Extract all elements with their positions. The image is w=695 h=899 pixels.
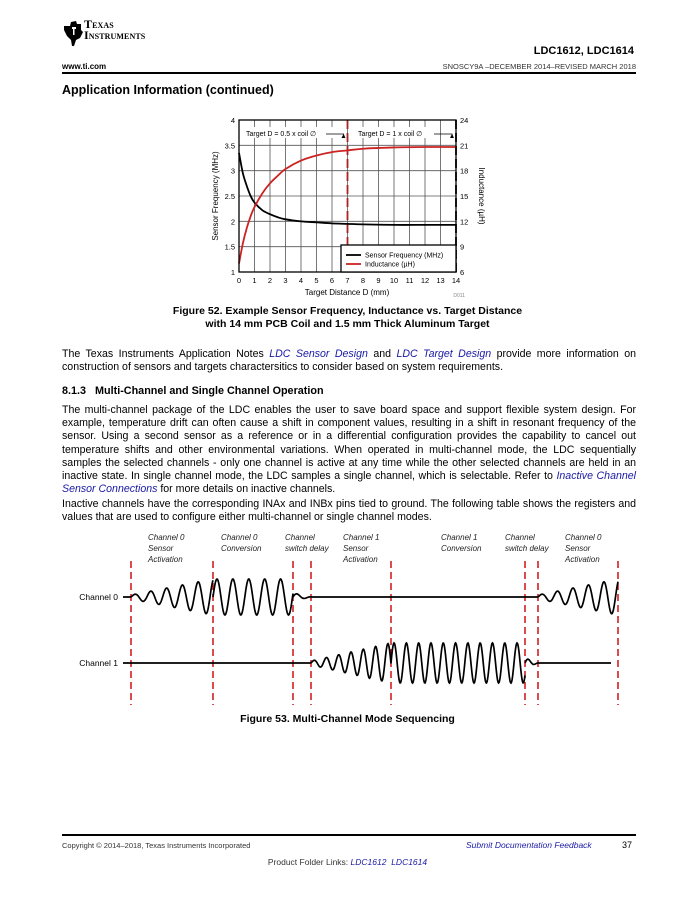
y2-tick-label: 24 bbox=[460, 116, 469, 125]
channel-0-waveform bbox=[123, 579, 618, 615]
figure-52-caption-line2: with 14 mm PCB Coil and 1.5 mm Thick Aluminum Target bbox=[205, 318, 490, 330]
y-tick-label: 4 bbox=[230, 116, 235, 125]
logo-line1: Texas bbox=[84, 17, 114, 31]
x-tick-label: 6 bbox=[329, 276, 335, 285]
y-axis-label: Sensor Frequency (MHz) bbox=[211, 151, 220, 241]
legend-label: Inductance (µH) bbox=[365, 261, 415, 269]
x-tick-label: 2 bbox=[267, 276, 273, 285]
y-tick-label: 1.5 bbox=[224, 242, 235, 252]
phase-label-line: switch delay bbox=[505, 544, 549, 553]
subsection-title: Multi-Channel and Single Channel Operation bbox=[95, 385, 324, 397]
x-tick-label: 11 bbox=[405, 276, 414, 285]
y2-tick-label: 9 bbox=[460, 242, 465, 252]
link-ldc1612[interactable]: LDC1612 bbox=[350, 857, 387, 867]
phase-label-line: Channel 1 bbox=[441, 533, 478, 542]
channel-0-label: Channel 0 bbox=[79, 592, 118, 602]
figure-53-caption: Figure 53. Multi-Channel Mode Sequencing bbox=[240, 713, 455, 725]
x-tick-label: 8 bbox=[360, 276, 366, 285]
y-tick-label: 2 bbox=[230, 217, 235, 227]
subsection-number: 8.1.3 bbox=[62, 385, 87, 397]
copyright: Copyright © 2014–2018, Texas Instruments Incorporated bbox=[62, 841, 251, 850]
y2-axis-label: Inductance (µH) bbox=[477, 167, 486, 225]
y2-tick-label: 12 bbox=[460, 217, 469, 227]
paragraph-app-notes bbox=[62, 348, 636, 374]
channel-1-label: Channel 1 bbox=[79, 658, 118, 668]
phase-label bbox=[221, 533, 262, 553]
phase-label bbox=[441, 533, 482, 553]
x-tick-label: 3 bbox=[283, 276, 288, 285]
phase-label-line: switch delay bbox=[285, 544, 329, 553]
para1-text3: provide more information on construction of sensors and targets charactersitics to consider based on system requirements. bbox=[62, 348, 637, 374]
y-tick-label: 2.5 bbox=[224, 192, 235, 201]
x-tick-label: 10 bbox=[389, 276, 399, 285]
y-tick-label: 1 bbox=[230, 268, 235, 277]
link-ldc-sensor-design[interactable]: LDC Sensor Design bbox=[269, 348, 368, 360]
x-tick-label: 7 bbox=[345, 276, 350, 285]
paragraph-multichannel bbox=[62, 404, 636, 496]
x-tick-label: 4 bbox=[298, 276, 304, 285]
product-folder-links bbox=[0, 857, 695, 867]
site-url[interactable]: www.ti.com bbox=[62, 62, 107, 71]
subsection-heading bbox=[62, 385, 324, 397]
section-title: Application Information (continued) bbox=[62, 83, 274, 97]
submit-feedback-link[interactable]: Submit Documentation Feedback bbox=[466, 840, 592, 850]
phase-label-line: Channel bbox=[285, 533, 315, 542]
y2-tick-label: 18 bbox=[460, 166, 469, 176]
chart-annotations bbox=[244, 127, 454, 138]
phase-label-line: Sensor bbox=[343, 544, 369, 553]
paragraph-inactive-channels: Inactive channels have the corresponding INAx and INBx pins tied to ground. The following table shows the registers and values that are used to configure either multi-channel or single channel modes. bbox=[62, 498, 636, 524]
x-tick-label: 13 bbox=[436, 276, 445, 285]
legend-label: Sensor Frequency (MHz) bbox=[365, 252, 444, 260]
link-ldc1614[interactable]: LDC1614 bbox=[391, 857, 428, 867]
para2-text1: The multi-channel package of the LDC enables the user to save board space and support flexible system design. For example, temperature drift can often cause a shift in component values, resulting in a shift in resonant frequency of the sensor. Using a second sensor as a reference or in a differential configuration provides the capability to cancel out temperature shifts and other environmental variations. When operated in multi-channel mode, the LDC sequentially samples the selected channels - only one channel is active at any time while the other selected channels are held in an inactive state. In single channel mode, the LDC samples a single channel, which is selectable. Refer to bbox=[62, 404, 636, 483]
annotation-arrowhead bbox=[450, 134, 454, 138]
phase-label bbox=[505, 533, 550, 553]
phase-label-line: Activation bbox=[343, 555, 378, 564]
chart-legend bbox=[341, 245, 456, 272]
x-axis-label: Target Distance D (mm) bbox=[304, 288, 390, 297]
phase-label-line: Sensor bbox=[565, 544, 591, 553]
y2-tick-label: 21 bbox=[460, 141, 469, 151]
figure-52-caption bbox=[0, 305, 695, 331]
phase-label-line: Conversion bbox=[441, 544, 482, 553]
figure-52-chart bbox=[0, 0, 695, 310]
page-number: 37 bbox=[622, 840, 633, 850]
phase-label-line: Channel 0 bbox=[148, 533, 185, 542]
annotation-arrow bbox=[434, 134, 453, 138]
part-numbers: LDC1612, LDC1614 bbox=[533, 45, 634, 57]
para2-text2: for more details on inactive channels. bbox=[157, 483, 336, 496]
phase-label-line: Channel 1 bbox=[343, 533, 380, 542]
x-tick-label: 0 bbox=[236, 276, 242, 285]
phase-label bbox=[342, 533, 379, 564]
figure-52-caption-line1: Figure 52. Example Sensor Frequency, Inductance vs. Target Distance bbox=[172, 305, 523, 317]
product-links-label: Product Folder Links: bbox=[267, 857, 351, 867]
phase-label-line: Conversion bbox=[221, 544, 262, 553]
footer-rule bbox=[62, 834, 636, 836]
annotation-half-coil: Target D = 0.5 x coil ∅ bbox=[246, 131, 317, 138]
phase-label bbox=[147, 533, 185, 564]
phase-label bbox=[564, 533, 602, 564]
x-tick-label: 12 bbox=[420, 276, 430, 285]
link-ldc-target-design[interactable]: LDC Target Design bbox=[396, 348, 492, 360]
x-tick-label: 14 bbox=[451, 276, 461, 285]
link-inactive-channel-connections[interactable]: Inactive Channel Sensor Connections bbox=[62, 470, 636, 496]
para1-text2: and bbox=[367, 348, 397, 360]
x-tick-label: 1 bbox=[252, 276, 257, 285]
y-tick-label: 3.5 bbox=[224, 141, 235, 151]
y2-tick-label: 6 bbox=[460, 268, 465, 277]
phase-label bbox=[285, 533, 330, 553]
channel-waveforms bbox=[123, 579, 618, 683]
x-tick-label: 9 bbox=[376, 276, 381, 285]
figure-53-diagram bbox=[0, 525, 695, 715]
x-tick-label: 5 bbox=[314, 276, 319, 285]
phase-dividers bbox=[131, 561, 618, 705]
phase-label-line: Channel 0 bbox=[221, 533, 258, 542]
annotation-arrowhead bbox=[342, 134, 346, 138]
document-id: SNOSCY9A –DECEMBER 2014–REVISED MARCH 2018 bbox=[442, 62, 636, 71]
y-tick-label: 3 bbox=[230, 166, 235, 176]
phase-label-line: Channel bbox=[505, 533, 535, 542]
para1-text1: The Texas Instruments Application Notes bbox=[62, 348, 270, 360]
y2-tick-label: 15 bbox=[460, 192, 469, 201]
phase-label-line: Activation bbox=[565, 555, 600, 564]
phase-label-line: Channel 0 bbox=[565, 533, 602, 542]
channel-0-waveform-trace bbox=[123, 579, 618, 615]
phase-label-line: Sensor bbox=[148, 544, 174, 553]
phase-labels bbox=[147, 533, 602, 564]
figure-code: D011 bbox=[453, 293, 465, 299]
logo-line2: Instruments bbox=[84, 28, 146, 42]
annotation-full-coil: Target D = 1 x coil ∅ bbox=[358, 131, 423, 138]
phase-label-line: Activation bbox=[148, 555, 183, 564]
